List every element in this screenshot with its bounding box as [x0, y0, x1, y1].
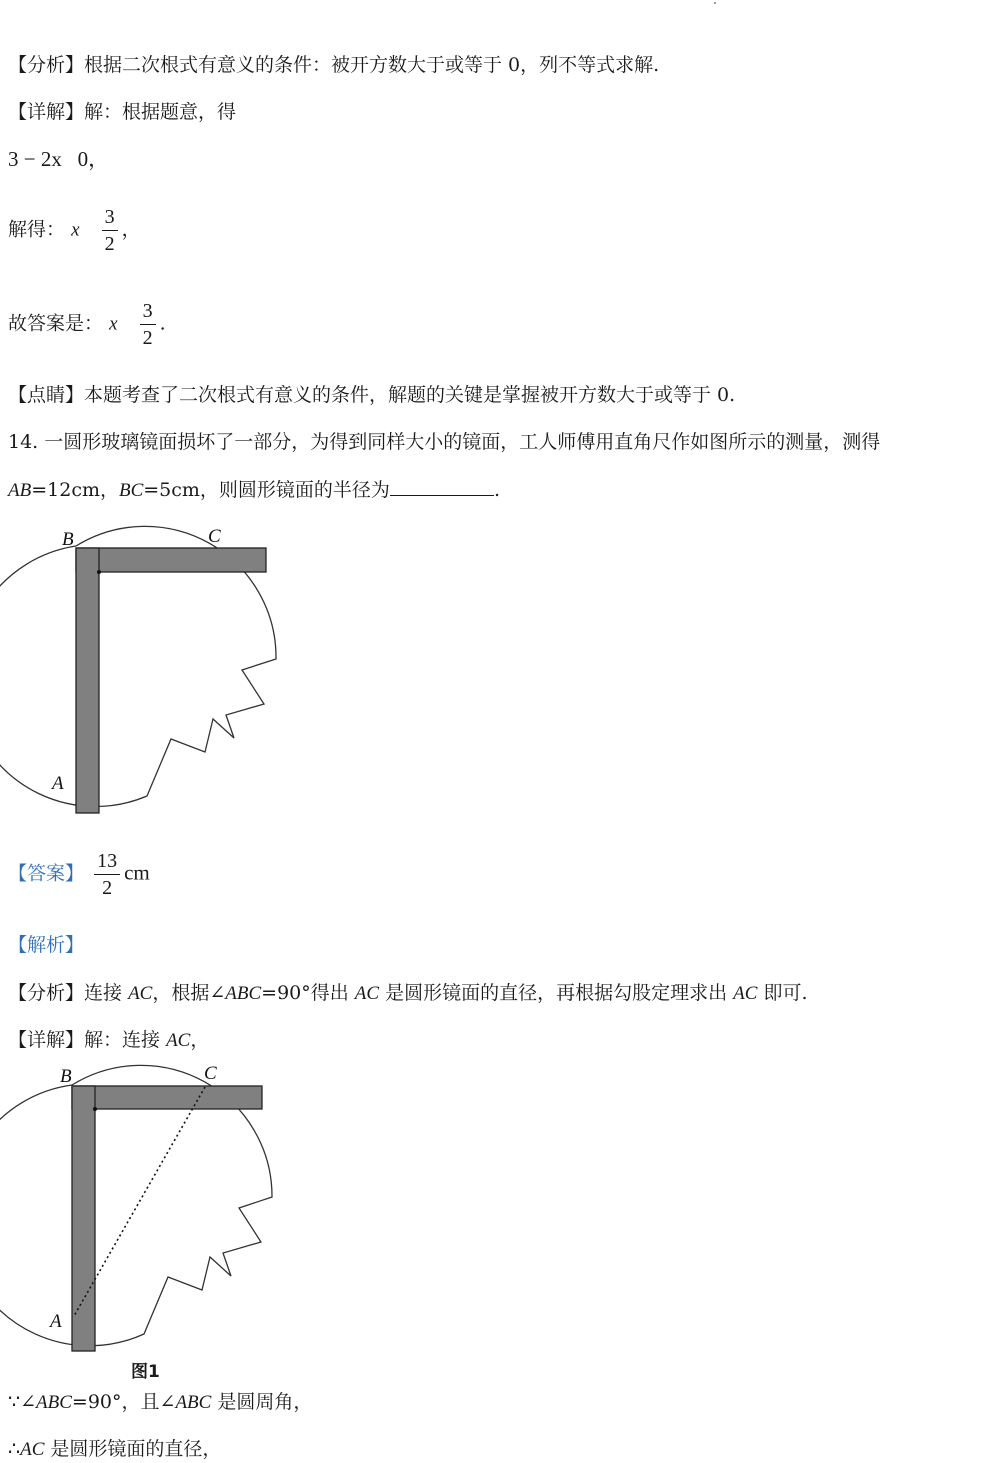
comment-tag: 【点睛】: [8, 384, 85, 406]
reason-line-1: ∵∠ABC=90°，且∠ABC 是圆周角，: [8, 1391, 313, 1413]
ruler-inner-corner: [97, 570, 101, 574]
analysis-tag: 【分析】: [8, 54, 85, 76]
segment-bc: BC: [118, 480, 144, 501]
solution-line: 解得： x $\frac{3}{2}$ ，: [8, 206, 141, 255]
answer-variable: x: [109, 313, 118, 335]
answer-statement-line: 故答案是： x $\frac{3}{2}$ .: [8, 300, 166, 349]
detail-tag: 【详解】: [8, 101, 85, 123]
figure-caption: 图1: [131, 1362, 160, 1382]
segment-ab: AB: [8, 480, 32, 501]
question-14-text: 14. 一圆形玻璃镜面损坏了一部分，为得到同样大小的镜面，工人师傅用直角尺作如图所示的测量，测得: [8, 431, 881, 453]
ruler-horizontal-arm-2: [72, 1086, 262, 1109]
label-c: C: [208, 526, 221, 547]
scan-dot: [714, 2, 716, 4]
comment-paragraph: [8, 382, 735, 408]
analysis-text: 根据二次根式有意义的条件：被开方数大于或等于 0，列不等式求解.: [84, 54, 660, 76]
ruler-vertical-arm: [76, 548, 99, 813]
mirror-figure-1: [0, 520, 300, 820]
fraction-three-halves-2: $\frac{3}{2}$: [140, 298, 156, 351]
ruler-vertical-arm-2: [72, 1086, 95, 1351]
answer-blank: [390, 477, 494, 496]
answer-tag: 【答案】: [8, 862, 85, 885]
answer-prefix: 故答案是：: [8, 312, 104, 335]
analysis-paragraph-1: [8, 52, 659, 78]
fraction-three-halves: $\frac{3}{2}$: [102, 204, 118, 257]
solution-prefix: 解得：: [8, 218, 66, 241]
fraction-thirteen-halves: $\frac{13}{2}$: [94, 848, 120, 901]
label-a-2: A: [50, 1311, 62, 1332]
label-c-2: C: [204, 1063, 217, 1084]
solution-variable: x: [71, 219, 80, 241]
label-b-2: B: [60, 1066, 72, 1087]
detail-paragraph-1: [8, 99, 236, 125]
label-b: B: [62, 529, 74, 550]
inequality-expression: 3 − 2x: [8, 147, 62, 171]
inequality-rhs: 0，: [77, 147, 110, 171]
inequality-line: [8, 146, 109, 172]
mirror-figure-2: [0, 1058, 300, 1388]
detail-text: 解：根据题意，得: [84, 101, 237, 123]
reason-line-2: ∴AC 是圆形镜面的直径，: [8, 1438, 222, 1460]
explanation-tag: 【解析】: [8, 934, 85, 956]
analysis-paragraph-2: 【分析】连接 AC，根据∠ABC=90°得出 AC 是圆形镜面的直径，再根据勾股定理求出 AC 即可.: [8, 982, 808, 1004]
comment-text: 本题考查了二次根式有意义的条件，解题的关键是掌握被开方数大于或等于 0.: [84, 384, 736, 406]
question-14-line-2: AB=12cm，BC=5cm，则圆形镜面的半径为 .: [8, 479, 500, 501]
answer-unit: cm: [124, 860, 150, 885]
label-a: A: [52, 773, 64, 794]
question-14-line-1: [8, 429, 880, 455]
answer-line: [8, 848, 150, 901]
ruler-horizontal-arm: [76, 548, 266, 572]
detail-paragraph-2: 【详解】解：连接 AC，: [8, 1029, 210, 1051]
